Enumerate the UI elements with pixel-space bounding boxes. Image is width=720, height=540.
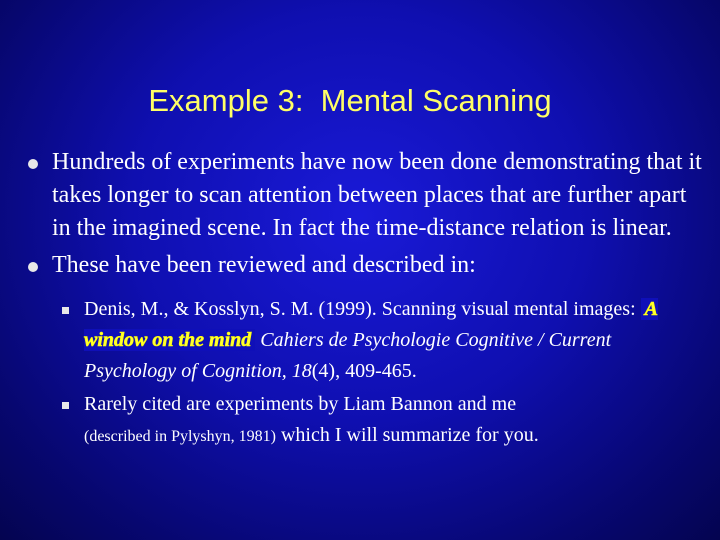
square-bullet-icon bbox=[62, 402, 69, 409]
reference-highlight-title: A window on the mind bbox=[84, 298, 658, 351]
bullet-item bbox=[28, 249, 708, 282]
reference-journal: Cahiers de Psychologie Cognitive / Current Psychology of Cognition, 18 bbox=[84, 329, 612, 382]
reference-tail: which I will summarize for you. bbox=[275, 424, 539, 446]
reference-issue: (4), 409-465. bbox=[311, 360, 417, 382]
bullet-text: Hundreds of experiments have now been done demonstrating that it takes longer to scan attention between places that are further apart in the imagined scene. In fact the time-distance relation is linear. bbox=[52, 149, 702, 241]
bullet-dot-icon bbox=[28, 262, 38, 272]
reference-text: Rarely cited are experiments by Liam Bannon and me bbox=[84, 393, 517, 415]
reference-item bbox=[60, 389, 708, 452]
reference-small-note: (described in Pylyshyn, 1981) bbox=[84, 428, 276, 445]
bullet-list bbox=[28, 146, 708, 452]
bullet-text: These have been reviewed and described in: bbox=[52, 252, 476, 278]
reference-authors: Denis, M., & Kosslyn, S. M. (1999). Scanning visual mental images: bbox=[84, 298, 641, 320]
slide-title: Example 3: Mental Scanning bbox=[148, 83, 552, 118]
bullet-item bbox=[28, 146, 708, 245]
bullet-dot-icon bbox=[28, 159, 38, 169]
square-bullet-icon bbox=[62, 307, 69, 314]
reference-item bbox=[60, 294, 708, 387]
reference-list bbox=[28, 294, 708, 452]
